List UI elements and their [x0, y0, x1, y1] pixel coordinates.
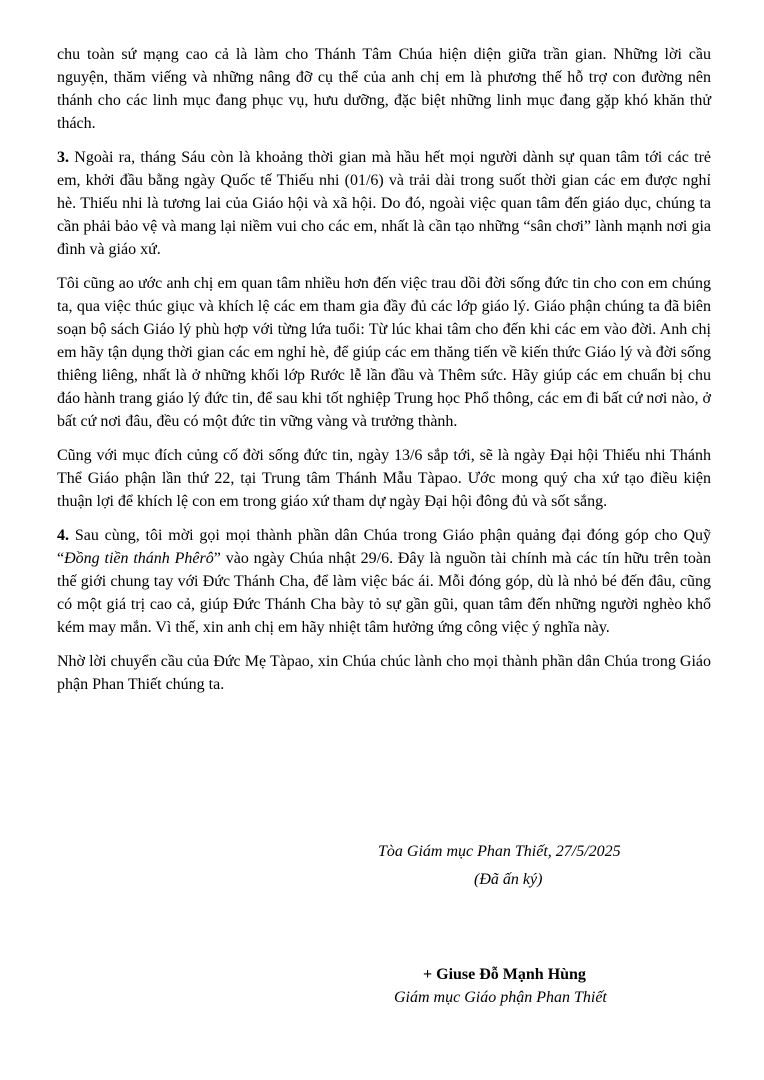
paragraph-4-number: 4.	[57, 527, 69, 544]
paragraph-4	[57, 524, 711, 639]
paragraph-4-text-before: Sau cùng, tôi mời gọi mọi thành phần dân Chúa trong Giáo phận quảng đại đóng góp cho Quỹ “	[57, 527, 711, 567]
place-date-line: Tòa Giám mục Phan Thiết, 27/5/2025	[378, 843, 621, 860]
paragraph-blessing: Nhờ lời chuyển cầu của Đức Mẹ Tàpao, xin Chúa chúc lành cho mọi thành phần dân Chúa trong Giáo phận Phan Thiết chúng ta.	[57, 653, 711, 693]
signer-name: + Giuse Đỗ Mạnh Hùng	[423, 966, 586, 983]
paragraph-3-text: Ngoài ra, tháng Sáu còn là khoảng thời gian mà hầu hết mọi người dành sự quan tâm tới các trẻ em, khởi đầu bằng ngày Quốc tế Thiếu nhi (01/6) và trải dài trong suốt thời gian các em được nghỉ hè. Thiếu nhi là tương lai của Giáo hội và xã hội. Do đó, ngoài việc quan tâm đến giáo dục, chúng ta cần phải bảo vệ và mang lại niềm vui cho các em, nhất là cần tạo những “sân chơi” lành mạnh nơi gia đình và giáo xứ.	[57, 149, 711, 258]
signed-note: (Đã ấn ký)	[474, 871, 543, 888]
signer-title: Giám mục Giáo phận Phan Thiết	[394, 989, 607, 1006]
paragraph-3-number: 3.	[57, 149, 69, 166]
paragraph-congress: Cũng với mục đích củng cố đời sống đức tin, ngày 13/6 sắp tới, sẽ là ngày Đại hội Thiếu nhi Thánh Thể Giáo phận lần thứ 22, tại Trung tâm Thánh Mẫu Tàpao. Ước mong quý cha xứ tạo điều kiện thuận lợi để khích lệ con em trong giáo xứ tham dự ngày Đại hội đông đủ và sốt sắng.	[57, 447, 711, 510]
paragraph-intro: chu toàn sứ mạng cao cả là làm cho Thánh Tâm Chúa hiện diện giữa trần gian. Những lời cầu nguyện, thăm viếng và những nâng đỡ cụ thể của anh chị em là phương thế hỗ trợ con đường nên thánh cho các linh mục đang phục vụ, hưu dưỡng, đặc biệt những linh mục đang gặp khó khăn thử thách.	[57, 46, 711, 132]
peter-pence-fund-name: Đồng tiền thánh Phêrô	[64, 550, 214, 567]
letter-body	[57, 43, 711, 696]
paragraph-catechism: Tôi cũng ao ước anh chị em quan tâm nhiều hơn đến việc trau dồi đời sống đức tin cho con em chúng ta, qua việc thúc giục và khích lệ các em tham gia đầy đủ các lớp giáo lý. Giáo phận chúng ta đã biên soạn bộ sách Giáo lý phù hợp với từng lứa tuổi: Từ lúc khai tâm cho đến khi các em vào đời. Anh chị em hãy tận dụng thời gian các em nghỉ hè, để giúp các em thăng tiến về kiến thức Giáo lý và đời sống thiêng liêng, nhất là ở những khối lớp Rước lễ lần đầu và Thêm sức. Hãy giúp các em chuẩn bị chu đáo hành trang giáo lý đức tin, để sau khi tốt nghiệp Trung học Phổ thông, các em đi bất cứ nơi nào, ở bất cứ nơi đâu, đều có một đức tin vững vàng và trưởng thành.	[57, 275, 711, 430]
paragraph-3	[57, 146, 711, 261]
paragraph-4-text-after: ” vào ngày Chúa nhật 29/6. Đây là nguồn tài chính mà các tín hữu trên toàn thế giới chung tay với Đức Thánh Cha, để làm việc bác ái. Mỗi đóng góp, dù là nhỏ bé đến đâu, cũng có một giá trị cao cả, giúp Đức Thánh Cha bày tỏ sự gần gũi, quan tâm đến những người nghèo khổ kém may mắn. Vì thế, xin anh chị em hãy nhiệt tâm hưởng ứng công việc ý nghĩa này.	[57, 550, 712, 636]
